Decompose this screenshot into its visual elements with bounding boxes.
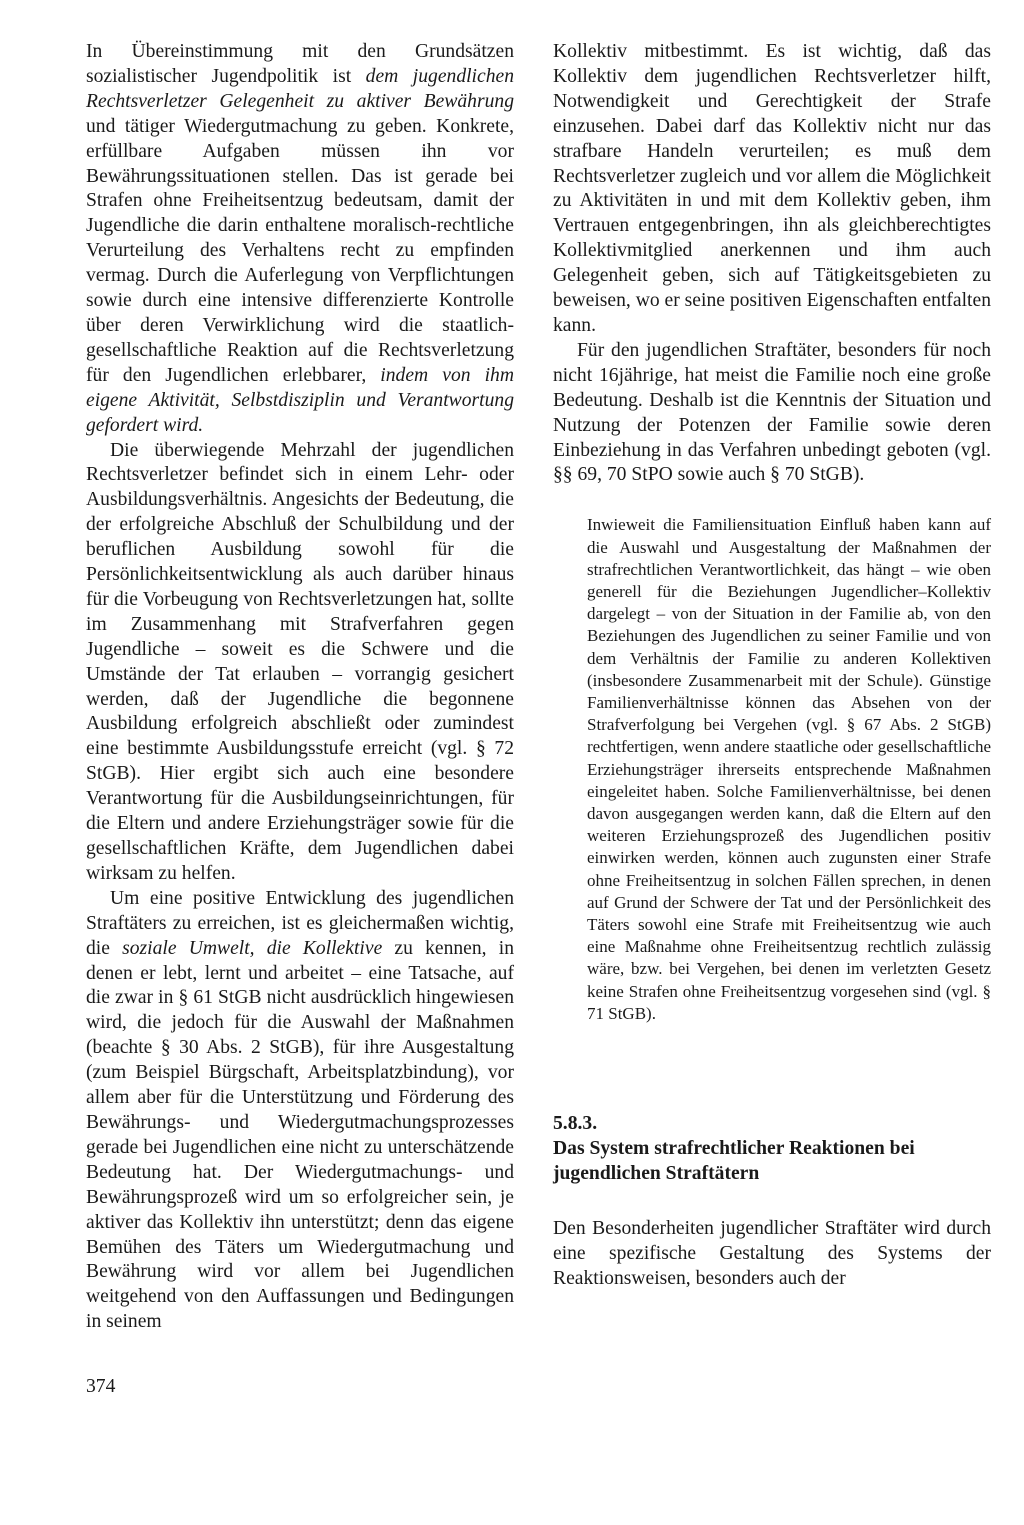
emphasis-text: dem jugendlichen Rechtsverletzer Gelegenheit zu aktiver Bewährung <box>86 65 514 112</box>
paragraph <box>86 40 514 439</box>
section-number: 5.8.3. <box>553 1112 598 1134</box>
emphasis-text: indem von ihm eigene Aktivität, Selbstdisziplin und Verantwortung gefordert wird. <box>86 364 514 436</box>
emphasis-text: soziale Umwelt, die Kollektive <box>122 937 383 959</box>
left-column <box>86 40 514 1335</box>
paragraph: Die überwiegende Mehrzahl der jugendlichen Rechtsverletzer befindet sich in einem Lehr- oder Ausbildungsverhältnis. Angesichts der Bedeutung, die der erfolgreiche Abschluß der Schulbildung und der beruflichen Ausbildung sowohl für die Persönlichkeitsentwicklung als auch darüber hinaus für die Vorbeugung von Rechtsverletzungen hat, sollte im Zusammenhang mit Strafverfahren gegen Jugendliche – soweit es die Schwere und die Umstände der Tat erlauben – vorrangig gesichert werden, daß der Jugendliche die begonnene Ausbildung erfolgreich abschließt oder zumindest eine bestimmte Ausbildungsstufe erreicht (vgl. § 72 StGB). Hier ergibt sich auch eine besondere Verantwortung für die Ausbildungseinrichtungen, für die Eltern und andere Erziehungsträger sowie für die gesellschaftlichen Kräfte, dem Jugendlichen dabei wirksam zu helfen. <box>86 439 514 884</box>
section-heading <box>553 1111 991 1186</box>
text-run: In Übereinstimmung mit den Grundsätzen sozialistischer Jugendpolitik ist <box>86 41 514 87</box>
page-number: 374 <box>86 1376 116 1397</box>
right-column <box>553 40 991 1292</box>
paragraph: Für den jugendlichen Straftäter, besonders für noch nicht 16jährige, hat meist die Familie noch eine große Bedeutung. Deshalb ist die Kenntnis der Situation und Nutzung der Potenzen der Familie sowie deren Einbeziehung in das Verfahren unbedingt geboten (vgl. §§ 69, 70 StPO sowie auch § 70 StGB). <box>553 339 991 486</box>
note-text: Inwieweit die Familiensituation Einfluß haben kann auf die Auswahl und Ausgestaltung der Maßnahmen der strafrechtlichen Verantwortlichkeit, das hängt – wie oben generell für die Beziehungen Jugendlicher–Kollektiv dargelegt – von der Situation in der Familie ab, von den Beziehungen des Jugendlichen zu seiner Familie und von dem Verhältnis der Familie zu anderen Kollektiven (insbesondere Zusammenarbeit mit der Schule). Günstige Familienverhältnisse können das Absehen von der Strafverfolgung bei Vergehen (vgl. § 67 Abs. 2 StGB) rechtfertigen, wenn andere staatliche oder gesellschaftliche Erziehungsträger ihrerseits entsprechende Maßnahmen eingeleitet haben. Solche Familienverhältnisse, bei denen davon ausgegangen werden kann, daß die Eltern auf den weiteren Erziehungsprozeß des Jugendlichen positiv einwirken werden, können auch zugunsten einer Strafe ohne Freiheitsentzug in solchen Fällen sprechen, in denen auf Grund der Schwere der Tat und der Persönlichkeit des Täters sowohl eine Strafe mit Freiheitsentzug wie auch eine Maßnahme ohne Freiheitsentzug rechtlich zulässig wäre, bzw. bei Vergehen, bei denen im verletzten Gesetz keine Strafen ohne Freiheitsentzug vorgesehen sind (vgl. § 71 StGB). <box>587 515 991 1023</box>
indented-note <box>553 514 991 1025</box>
paragraph: Kollektiv mitbestimmt. Es ist wichtig, daß das Kollektiv dem jugendlichen Rechtsverletzer hilft, Notwendigkeit und Gerechtigkeit der Strafe einzusehen. Dabei darf das Kollektiv nicht nur das strafbare Handeln verurteilen; es muß dem Rechtsverletzer zugleich und vor allem die Möglichkeit zu Aktivitäten in und mit dem Kollektiv geben, ihm Vertrauen entgegenbringen, ihn als gleichberechtigtes Kollektivmitglied anerkennen und ihm auch Gelegenheit geben, sich auf Tätigkeitsgebieten zu beweisen, wo er seine positiven Eigenschaften entfalten kann. <box>553 41 991 336</box>
paragraph: Den Besonderheiten jugendlicher Straftäter wird durch eine spezifische Gestaltung des Systems der Reaktionsweisen, besonders auch der <box>553 1217 991 1289</box>
paragraph <box>86 887 514 1335</box>
text-run: und tätiger Wiedergutmachung zu geben. Konkrete, erfüllbare Aufgaben müssen ihn vor Bewährungssituationen stellen. Das ist gerade bei Strafen ohne Freiheitsentzug bedeutsam, damit der Jugendliche die darin enthaltene moralisch-rechtliche Verurteilung des Verhaltens recht zu empfinden vermag. Durch die Auferlegung von Verpflichtungen sowie durch eine intensive differenzierte Kontrolle über deren Verwirklichung wird die staatlich-gesellschaftliche Reaktion auf die Rechtsverletzung für den Jugendlichen erlebbarer, <box>86 115 514 386</box>
text-run: zu kennen, in denen er lebt, lernt und arbeitet – eine Tatsache, auf die zwar in § 61 StGB nicht ausdrücklich hingewiesen wird, die jedoch für die Auswahl der Maßnahmen (beachte § 30 Abs. 2 StGB), für ihre Ausgestaltung (zum Beispiel Bürgschaft, Arbeitsplatzbindung), vor allem aber für die Unterstützung und Förderung des Bewährungs- und Wiedergutmachungsprozesses gerade bei Jugendlichen eine nicht zu unterschätzende Bedeutung hat. Der Wiedergutmachungs- und Bewährungsprozeß wird um so erfolgreicher sein, je aktiver das Kollektiv ihn unterstützt; denn das eigene Bemühen des Täters um Wiedergutmachung und Bewährung wird vor allem bei Jugendlichen weitgehend von den Auffassungen und Bedingungen in seinem <box>86 937 514 1333</box>
text-run: Um eine positive Entwicklung des jugendlichen Straftäters zu erreichen, ist es gleichermaßen wichtig, die <box>86 887 514 959</box>
section-title: Das System strafrechtlicher Reaktionen bei jugendlichen Straftätern <box>553 1137 915 1184</box>
